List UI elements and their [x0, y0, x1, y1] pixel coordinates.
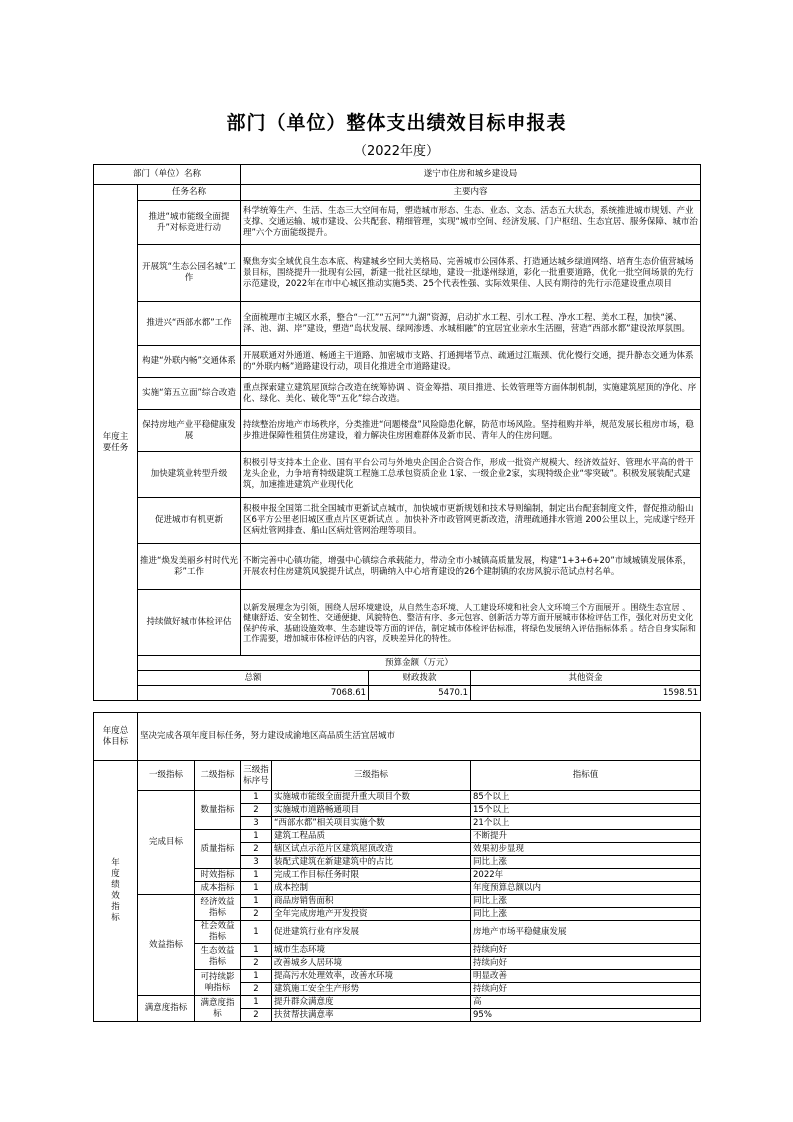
group-completion: 完成目标 — [138, 791, 195, 895]
indicator-no: 2 — [241, 1009, 272, 1022]
indicator-no: 1 — [241, 882, 272, 895]
group-sustainable: 可持续影响指标 — [195, 970, 241, 996]
group-quality: 质量指标 — [195, 830, 241, 869]
dept-value: 遂宁市住房和城乡建设局 — [241, 165, 701, 185]
indicator-value: 95% — [471, 1009, 701, 1022]
indicator-name: 提升群众满意度 — [272, 996, 471, 1009]
group-quantity: 数量指标 — [195, 791, 241, 830]
indicator-value: 年度预算总额以内 — [471, 882, 701, 895]
task-name: 推进“城市能级全面提升”对标竞进行动 — [138, 201, 241, 245]
indicator-value: 持续向好 — [471, 983, 701, 996]
task-content: 不断完善中心镇功能，增强中心镇综合承载能力，带动全市小城镇高质量发展，构建“1+3+6+20”市域城镇发展体系，开展农村住房建筑风貌提升试点，明确纳入中心培育建设的26个建制镇的农房风貌示范试点村名单。 — [241, 544, 701, 590]
task-content: 开展联通对外通道、畅通主干道路、加密城市支路、打通拥堵节点、疏通过江瓶颈、优化慢行交通，提升静态交通为体系的“外联内畅”道路建设行动，项目化推进全市道路建设。 — [241, 346, 701, 378]
task-name: 实施“第五立面”综合改造 — [138, 378, 241, 410]
col-level2: 二级指标 — [195, 761, 241, 791]
indicator-name: 辖区试点示范片区建筑屋顶改造 — [272, 843, 471, 856]
indicator-value: 高 — [471, 996, 701, 1009]
task-content: 重点探索建立建筑屋顶综合改造在统筹协调 、资金筹措、项目推进、长效管理等方面体制机制，实施建筑屋顶的净化、序化、绿化、美化、破化等“五化”综合改造。 — [241, 378, 701, 410]
task-content: 积极申报全国第二批全国城市更新试点城市，加快城市更新规划和技术导则编制，制定出台配套制度文件，督促推动船山区6平方公里老旧城区重点片区更新试点 。加快补齐市政管网更新改造，清理疏通排水管道 200公里以上，完成遂宁经开区病灶管网排查、船山区病灶管网治理等项目。 — [241, 498, 701, 544]
tasks-section-label: 年度主要任务 — [94, 185, 138, 701]
indicator-no: 1 — [241, 970, 272, 983]
task-content: 聚焦夯实全域优良生态本底、构建城乡空间大美格局、完善城市公园体系、打造通达城乡绿道网络、培育生态价值营城场景目标，围绕提升一批现有公园，新建一批社区绿地，建设一批遂州绿道，彩化一批重要道路，优化一批空间场景的先行示范建设，2022年在市中心城区推动实施5类、25个代表性强、实际效果佳、人民有期待的先行示范建设重点项目 — [241, 245, 701, 302]
indicator-no: 1 — [241, 944, 272, 957]
task-content: 全面梳理市主城区水系，整合“一江”“五河”“九湖”资源，启动扩水工程、引水工程、净水工程、美水工程，加快“溪、泽、池、湖、岸”建设，塑造“岛状发展、绿网渗透、水城相融”的宜居宜业亲水生活圈，营造“西部水都”建设浓厚氛围。 — [241, 302, 701, 346]
task-name: 开展筑“生态公园名城”工作 — [138, 245, 241, 302]
indicator-value: 同比上涨 — [471, 908, 701, 921]
task-name: 保持房地产业平稳健康发展 — [138, 410, 241, 452]
budget-fiscal-label: 财政拨款 — [369, 671, 471, 686]
budget-header: 预算金额（万元） — [138, 656, 701, 671]
col-level1: 一级指标 — [138, 761, 195, 791]
group-benefit: 效益指标 — [138, 895, 195, 996]
indicator-name: “西部水都”相关项目实施个数 — [272, 817, 471, 830]
indicator-value: 同比上涨 — [471, 856, 701, 869]
indicator-name: 成本控制 — [272, 882, 471, 895]
indicator-no: 2 — [241, 983, 272, 996]
indicator-name: 建筑工程品质 — [272, 830, 471, 843]
overall-goal-text: 坚决完成各项年度目标任务，努力建设成渝地区高品质生活宜居城市 — [138, 713, 701, 761]
indicator-value: 房地产市场平稳健康发展 — [471, 921, 701, 944]
task-name: 构建“外联内畅”交通体系 — [138, 346, 241, 378]
task-name: 推进兴“西部水都”工作 — [138, 302, 241, 346]
indicator-value: 持续向好 — [471, 944, 701, 957]
indicator-name: 完成工作目标任务时限 — [272, 869, 471, 882]
indicator-no: 2 — [241, 957, 272, 970]
budget-other-value: 1598.51 — [471, 686, 701, 701]
indicators-section-label: 年度绩效指标 — [94, 761, 138, 1022]
page-title: 部门（单位）整体支出绩效目标申报表 — [226, 112, 567, 134]
indicator-no: 3 — [241, 856, 272, 869]
indicator-name: 改善城乡人居环境 — [272, 957, 471, 970]
task-name: 推进“焕发美丽乡村时代光彩”工作 — [138, 544, 241, 590]
budget-other-label: 其他资金 — [471, 671, 701, 686]
task-content: 持续整治房地产市场秩序，分类推进“问题楼盘”风险隐患化解，防范市场风险。坚持租购并举，规范发展长租房市场，稳步推进保障性租赁住房建设，着力解决住房困难群体及新市民、青年人的住房问题。 — [241, 410, 701, 452]
task-content: 科学统筹生产、生活、生态三大空间布局，塑造城市形态、生态、业态、文态、活态五大状态，系统推进城市规划、产业支撑、交通运输、城市建设、公共配套、精细管理，实现“城市空间、经济发展、门户枢纽、生态宜居、服务保障、城市治理”六个方面能级提升。 — [241, 201, 701, 245]
indicator-no: 2 — [241, 908, 272, 921]
indicator-no: 1 — [241, 869, 272, 882]
group-cost: 成本指标 — [195, 882, 241, 895]
indicator-name: 实施城市能级全面提升重大项目个数 — [272, 791, 471, 804]
indicator-name: 建筑施工安全生产形势 — [272, 983, 471, 996]
group-satisfaction: 满意度指标 — [138, 996, 195, 1022]
indicator-value: 明显改善 — [471, 970, 701, 983]
tasks-table — [93, 164, 701, 701]
page-subtitle: （2022年度） — [353, 144, 440, 159]
task-name-header: 任务名称 — [138, 185, 241, 201]
budget-fiscal-value: 5470.1 — [369, 686, 471, 701]
indicator-name: 实施城市道路畅通项目 — [272, 804, 471, 817]
indicator-name: 城市生态环境 — [272, 944, 471, 957]
indicator-value: 85个以上 — [471, 791, 701, 804]
overall-goal-label: 年度总体目标 — [94, 713, 138, 761]
indicator-no: 1 — [241, 791, 272, 804]
task-name: 加快建筑业转型升级 — [138, 452, 241, 498]
indicator-value: 同比上涨 — [471, 895, 701, 908]
group-timeliness: 时效指标 — [195, 869, 241, 882]
task-name: 促进城市有机更新 — [138, 498, 241, 544]
task-content: 积极引导支持本土企业、国有平台公司与外地央企国企合资合作，形成一批资产规模大、经济效益好、管理水平高的骨干龙头企业，力争培育特级建筑工程施工总承包资质企业 1家、一级企业2家，实现特级企业“零突破”。积极发展装配式建筑，加速推进建筑产业现代化 — [241, 452, 701, 498]
indicator-name: 商品房销售面积 — [272, 895, 471, 908]
indicator-name: 扶贫帮扶满意率 — [272, 1009, 471, 1022]
col-value: 指标值 — [471, 761, 701, 791]
task-content: 以新发展理念为引领，围绕人居环境建设，从自然生态环境、人工建设环境和社会人文环境三个方面展开 。围绕生态宜居 、健康舒适、安全韧性、交通便捷、风貌特色、整洁有序、多元包容、创新活力等方面开展城市体检评估工作，强化对历史文化保护传承、基础设施效率、生态建设等方面的评估，制定城市体检评估标准，将绿色发展纳入评估指标体系 。结合自身实际和工作需要，增加城市体检评估的内容，反映差异化的特性。 — [241, 590, 701, 656]
overall-goal-table — [93, 712, 701, 761]
indicator-name: 全年完成房地产开发投资 — [272, 908, 471, 921]
col-level3: 三级指标 — [272, 761, 471, 791]
indicator-no: 1 — [241, 921, 272, 944]
group-economic: 经济效益指标 — [195, 895, 241, 921]
group-social: 社会效益指标 — [195, 921, 241, 944]
indicator-no: 3 — [241, 817, 272, 830]
indicator-no: 2 — [241, 804, 272, 817]
group-satisfaction-l2: 满意度指标 — [195, 996, 241, 1022]
indicator-no: 2 — [241, 843, 272, 856]
indicator-value: 持续向好 — [471, 957, 701, 970]
dept-label: 部门（单位）名称 — [94, 165, 241, 185]
indicator-value: 不断提升 — [471, 830, 701, 843]
indicator-name: 提高污水处理效率，改善水环境 — [272, 970, 471, 983]
task-content-header: 主要内容 — [241, 185, 701, 201]
indicator-value: 15个以上 — [471, 804, 701, 817]
indicator-name: 装配式建筑在新建建筑中的占比 — [272, 856, 471, 869]
indicator-value: 效果初步显现 — [471, 843, 701, 856]
indicators-table — [93, 760, 701, 1022]
budget-total-label: 总额 — [138, 671, 369, 686]
indicator-value: 2022年 — [471, 869, 701, 882]
budget-total-value: 7068.61 — [138, 686, 369, 701]
group-ecological: 生态效益指标 — [195, 944, 241, 970]
indicator-no: 1 — [241, 895, 272, 908]
indicator-no: 1 — [241, 830, 272, 843]
col-level3-no: 三级指标序号 — [241, 761, 272, 791]
indicator-name: 促进建筑行业有序发展 — [272, 921, 471, 944]
indicator-value: 21个以上 — [471, 817, 701, 830]
task-name: 持续做好城市体检评估 — [138, 590, 241, 656]
indicator-no: 1 — [241, 996, 272, 1009]
